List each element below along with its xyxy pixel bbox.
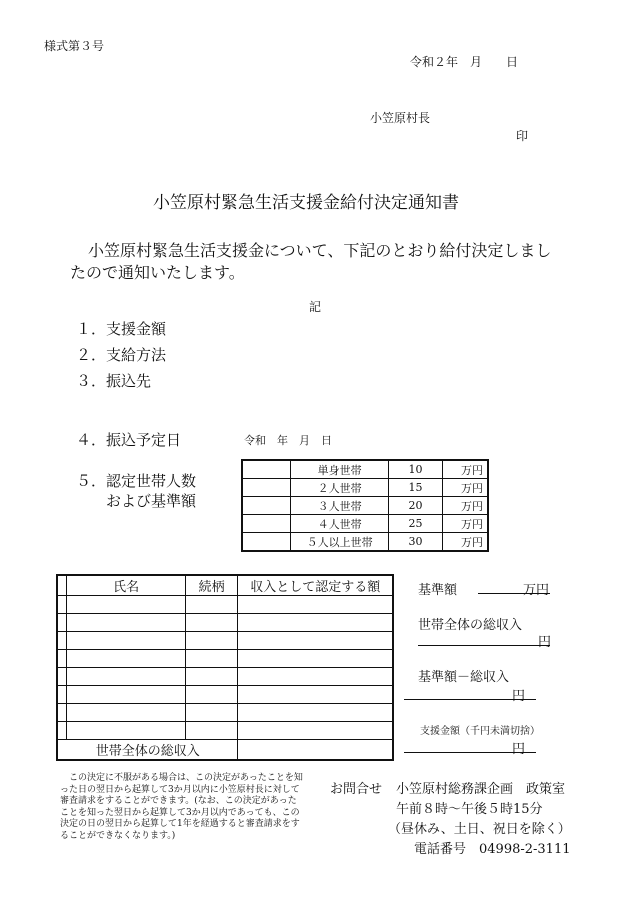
item-household-line1: ５．認定世帯人数: [76, 472, 197, 490]
income-name-cell[interactable]: [67, 686, 185, 704]
calc-base-label: 基準額: [418, 583, 458, 598]
issue-date: 令和２年 月 日: [410, 55, 519, 69]
calc-diff-label: 基準額－総収入: [418, 670, 510, 685]
body-text-line2: たので通知いたします。: [70, 263, 245, 282]
base-amount-row: [242, 497, 488, 515]
calc-total-income-field[interactable]: [418, 628, 550, 646]
base-amount-household: ３人世帯: [291, 497, 389, 515]
base-amount-household: 単身世帯: [291, 460, 389, 479]
income-row: [57, 650, 393, 668]
income-relation-cell[interactable]: [185, 614, 238, 632]
income-row: [57, 614, 393, 632]
income-name-cell[interactable]: [67, 650, 185, 668]
income-total-value[interactable]: [238, 740, 393, 761]
income-relation-cell[interactable]: [185, 596, 238, 614]
base-amount-unit: 万円: [442, 515, 488, 533]
income-total-label: 世帯全体の総収入: [57, 740, 238, 761]
item-household-line2: および基準額: [106, 492, 197, 510]
issuer-name: 小笠原村長: [370, 111, 431, 125]
income-header-name: 氏名: [67, 575, 185, 596]
document-title: 小笠原村緊急生活支援金給付決定通知書: [153, 193, 459, 213]
base-amount-unit: 万円: [442, 533, 488, 552]
calc-yen2: 円: [512, 689, 526, 704]
base-amount-household: ４人世帯: [291, 515, 389, 533]
income-row: [57, 686, 393, 704]
appeal-notice: この決定に不服がある場合は、この決定があったことを知った日の翌日から起算して3か月以内に小笠原村長に対して審査請求をすることができます。(なお、この決定があったことを知った翌日から起算して3か月以内であっても、この決定の日の翌日から起算して1年を経過すると審査請求をすることができなくなります。): [60, 773, 303, 841]
income-name-cell[interactable]: [67, 596, 185, 614]
base-amount-unit: 万円: [442, 460, 488, 479]
income-relation-cell[interactable]: [185, 632, 238, 650]
base-amount-household: ５人以上世帯: [291, 533, 389, 552]
contact-phone: 電話番号 04998-2-3111: [414, 842, 571, 857]
base-amount-blank-cell: [242, 515, 291, 533]
calc-yen1: 円: [538, 635, 552, 650]
income-amount-cell[interactable]: [238, 596, 393, 614]
income-row-margin: [57, 704, 67, 722]
income-row-margin: [57, 632, 67, 650]
income-row-margin: [57, 668, 67, 686]
income-amount-cell[interactable]: [238, 704, 393, 722]
base-amount-blank-cell: [242, 497, 291, 515]
income-table: [56, 574, 394, 761]
calc-total-income-label: 世帯全体の総収入: [418, 618, 523, 633]
income-relation-cell[interactable]: [185, 704, 238, 722]
base-amount-blank-cell: [242, 479, 291, 497]
base-amount-blank-cell: [242, 533, 291, 552]
income-amount-cell[interactable]: [238, 668, 393, 686]
income-amount-cell[interactable]: [238, 722, 393, 740]
contact-department: 小笠原村総務課企画 政策室: [396, 782, 566, 797]
income-amount-cell[interactable]: [238, 650, 393, 668]
item-support-amount: １．支援金額: [76, 320, 167, 338]
ki-heading: 記: [309, 300, 322, 314]
income-amount-cell[interactable]: [238, 632, 393, 650]
income-name-cell[interactable]: [67, 668, 185, 686]
income-relation-cell[interactable]: [185, 722, 238, 740]
income-row-margin: [57, 614, 67, 632]
income-amount-cell[interactable]: [238, 614, 393, 632]
transfer-date-value: 令和 年 月 日: [244, 434, 332, 447]
base-amount-table: [241, 459, 489, 552]
base-amount-row: [242, 533, 488, 552]
income-name-cell[interactable]: [67, 722, 185, 740]
income-row: [57, 668, 393, 686]
income-row-margin: [57, 650, 67, 668]
base-amount-unit: 万円: [442, 497, 488, 515]
income-row-margin: [57, 596, 67, 614]
income-row-margin: [57, 686, 67, 704]
body-text-line1: 小笠原村緊急生活支援金について、下記のとおり給付決定しまし: [88, 241, 552, 260]
base-amount-row: [242, 479, 488, 497]
item-payment-method: ２．支給方法: [76, 346, 167, 364]
base-amount-blank-cell: [242, 460, 291, 479]
income-name-cell[interactable]: [67, 632, 185, 650]
income-header-relation: 続柄: [185, 575, 238, 596]
contact-label: お問合せ: [330, 782, 383, 797]
base-amount-value: 15: [389, 479, 443, 497]
base-amount-row: [242, 515, 488, 533]
seal-mark: 印: [516, 129, 529, 143]
income-row: [57, 632, 393, 650]
income-header-amount: 収入として認定する額: [238, 575, 393, 596]
item-transfer-date: ４．振込予定日: [76, 431, 182, 449]
income-relation-cell[interactable]: [185, 686, 238, 704]
income-amount-cell[interactable]: [238, 686, 393, 704]
income-row: [57, 704, 393, 722]
income-name-cell[interactable]: [67, 614, 185, 632]
form-number: 様式第３号: [44, 39, 105, 53]
income-row: [57, 722, 393, 740]
base-amount-household: ２人世帯: [291, 479, 389, 497]
calc-support-label: 支援金額（千円未満切捨）: [420, 726, 540, 737]
base-amount-unit: 万円: [442, 479, 488, 497]
base-amount-value: 25: [389, 515, 443, 533]
income-row: [57, 596, 393, 614]
base-amount-value: 20: [389, 497, 443, 515]
item-transfer-destination: ３．振込先: [76, 372, 152, 390]
income-relation-cell[interactable]: [185, 650, 238, 668]
base-amount-row: [242, 460, 488, 479]
calc-yen3: 円: [512, 742, 526, 757]
income-table-margin-header: [57, 575, 67, 596]
calc-base-unit: 万円: [523, 583, 550, 598]
income-row-margin: [57, 722, 67, 740]
contact-holidays: （昼休み、土日、祝日を除く）: [388, 822, 571, 837]
contact-hours: 午前８時～午後５時15分: [396, 802, 543, 817]
income-name-cell[interactable]: [67, 704, 185, 722]
income-relation-cell[interactable]: [185, 668, 238, 686]
base-amount-value: 30: [389, 533, 443, 552]
base-amount-value: 10: [389, 460, 443, 479]
